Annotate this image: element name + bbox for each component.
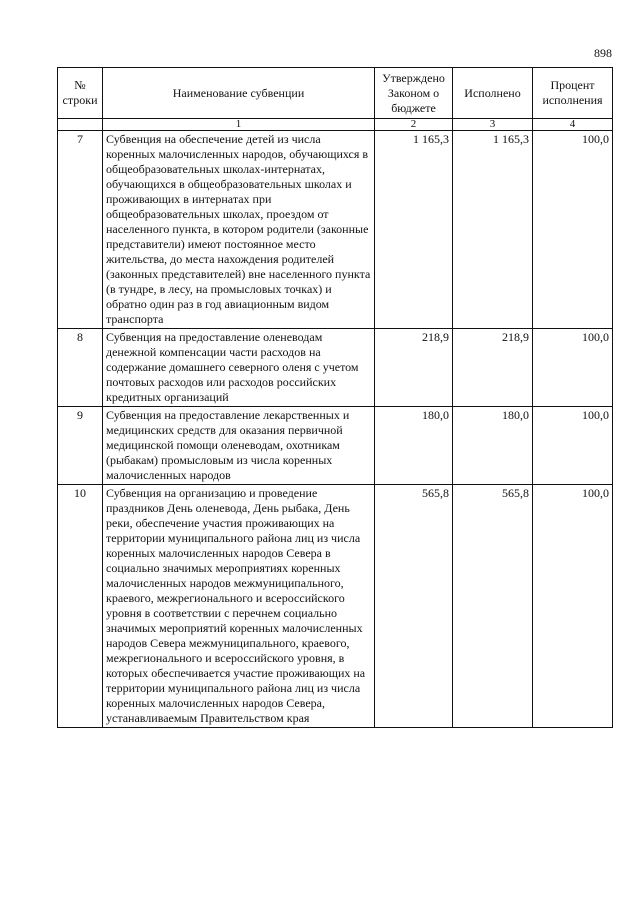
page-number: 898 (594, 46, 612, 60)
subvention-name: Субвенция на организацию и проведение праздников День оленевода, День рыбака, День реки, обеспечение участия проживающих на территории муниципального района лиц из числа коренных малочисленных народов Севера в социально значимых мероприятиях коренных малочисленных народов межмуниципального, краевого, межрегионального и всероссийского уровня в соответствии с перечнем социально значимых мероприятий коренных малочисленных народов Севера межмуниципального, краевого, межрегионального и всероссийского уровня, в которых обеспечивается участие проживающих на территории муниципального района лиц из числа коренных малочисленных народов Севера, устанавливаемым Правительством края (103, 485, 375, 728)
executed-value: 180,0 (453, 407, 533, 485)
row-number: 10 (58, 485, 103, 728)
row-number: 9 (58, 407, 103, 485)
table-row (58, 485, 613, 728)
percent-value: 100,0 (533, 131, 613, 329)
column-index-1: 1 (103, 119, 375, 131)
column-index-row (58, 119, 613, 131)
row-number: 7 (58, 131, 103, 329)
header-subvention-name: Наименование субвенции (103, 68, 375, 119)
executed-value: 565,8 (453, 485, 533, 728)
column-index-3: 3 (453, 119, 533, 131)
percent-value: 100,0 (533, 485, 613, 728)
executed-value: 218,9 (453, 329, 533, 407)
percent-value: 100,0 (533, 407, 613, 485)
subvention-table (57, 67, 613, 728)
approved-value: 565,8 (375, 485, 453, 728)
column-index-2: 2 (375, 119, 453, 131)
approved-value: 180,0 (375, 407, 453, 485)
approved-value: 1 165,3 (375, 131, 453, 329)
header-percent: Процент исполнения (533, 68, 613, 119)
table-row (58, 329, 613, 407)
executed-value: 1 165,3 (453, 131, 533, 329)
row-number: 8 (58, 329, 103, 407)
subvention-name: Субвенция на предоставление оленеводам денежной компенсации части расходов на содержание домашнего северного оленя с учетом почтовых расходов или расходов российских кредитных организаций (103, 329, 375, 407)
header-executed: Исполнено (453, 68, 533, 119)
header-approved: Утверждено Законом о бюджете (375, 68, 453, 119)
header-row-number: № строки (58, 68, 103, 119)
subvention-name: Субвенция на обеспечение детей из числа коренных малочисленных народов, обучающихся в общеобразовательных школах-интернатах, обучающихся в общеобразовательных школах и проживающих в интернатах при общеобразовательных школах, проездом от населенного пункта, в котором родители (законные представители) имеют постоянное место жительства, до места нахождения родителей (законных представителей) вне населенного пункта (в тундре, в лесу, на промысловых точках) и обратно один раз в год авиационным видом транспорта (103, 131, 375, 329)
column-index-empty (58, 119, 103, 131)
table-header-row (58, 68, 613, 119)
percent-value: 100,0 (533, 329, 613, 407)
approved-value: 218,9 (375, 329, 453, 407)
table-row (58, 131, 613, 329)
column-index-4: 4 (533, 119, 613, 131)
subvention-name: Субвенция на предоставление лекарственных и медицинских средств для оказания первичной медицинской помощи оленеводам, охотникам (рыбакам) промысловым из числа коренных малочисленных народов (103, 407, 375, 485)
table-row (58, 407, 613, 485)
